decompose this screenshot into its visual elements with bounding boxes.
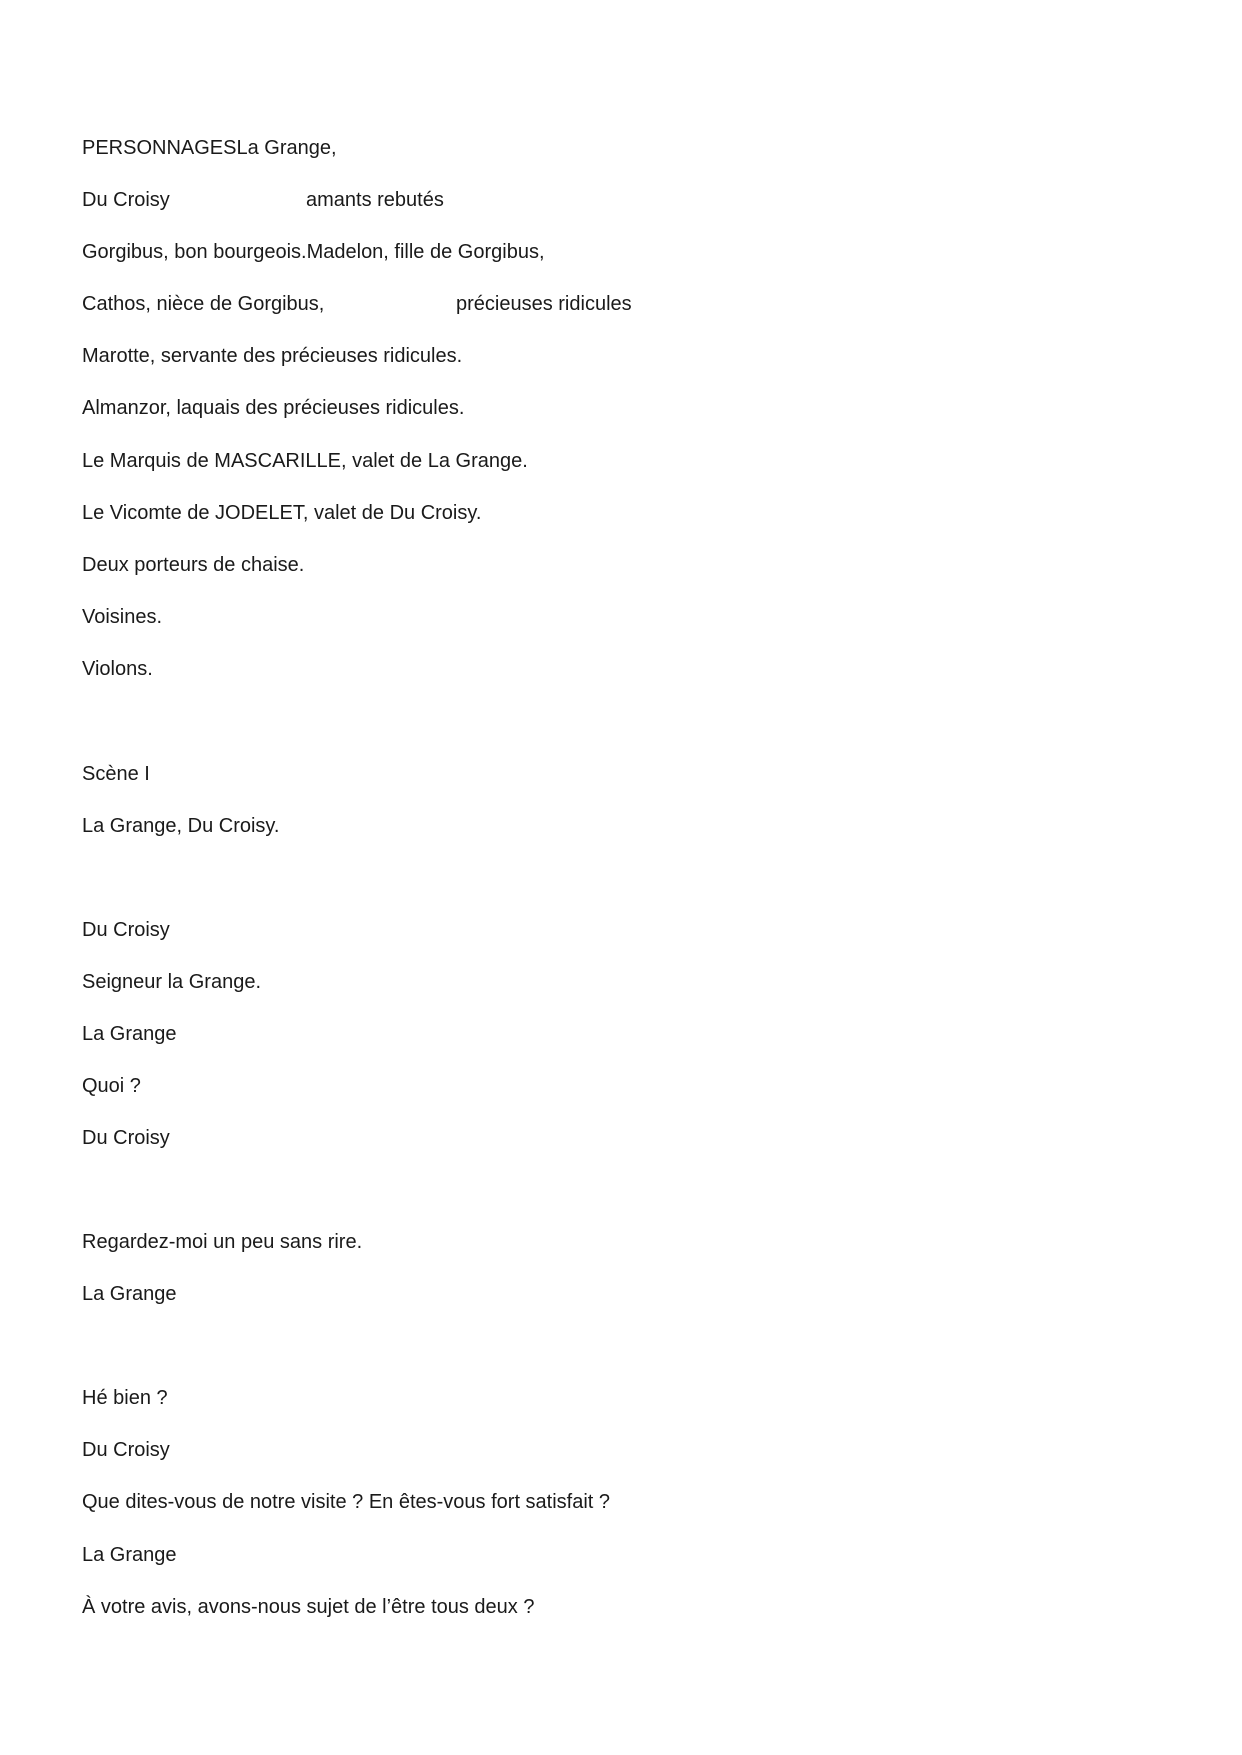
speaker-name: La Grange — [82, 1283, 177, 1305]
speaker-name: La Grange — [82, 1023, 177, 1045]
cast-name: Du Croisy — [82, 189, 170, 211]
speech-line: Hé bien ? — [82, 1387, 168, 1409]
speech-line: Regardez-moi un peu sans rire. — [82, 1231, 363, 1253]
cast-heading-line: PERSONNAGESLa Grange, — [82, 137, 337, 159]
scene-title: Scène I — [82, 763, 150, 785]
cast-line-almanzor: Almanzor, laquais des précieuses ridicules. — [82, 397, 465, 419]
speaker-name: La Grange — [82, 1544, 177, 1566]
speaker-name: Du Croisy — [82, 1127, 170, 1149]
cast-role-group: précieuses ridicules — [456, 293, 632, 315]
cast-line-porteurs: Deux porteurs de chaise. — [82, 554, 305, 576]
speech-line: Seigneur la Grange. — [82, 971, 262, 993]
speech-line: Quoi ? — [82, 1075, 141, 1097]
cast-line-jodelet: Le Vicomte de JODELET, valet de Du Croisy. — [82, 502, 482, 524]
scene-characters: La Grange, Du Croisy. — [82, 815, 280, 837]
speaker-name: Du Croisy — [82, 1439, 170, 1461]
cast-line-mascarille: Le Marquis de MASCARILLE, valet de La Grange. — [82, 450, 528, 472]
cast-name: Cathos, nièce de Gorgibus, — [82, 293, 325, 315]
cast-line-violons: Violons. — [82, 658, 153, 680]
cast-line-gorgibus: Gorgibus, bon bourgeois.Madelon, fille de Gorgibus, — [82, 241, 545, 263]
cast-line-voisines: Voisines. — [82, 606, 163, 628]
cast-line-cathos — [82, 292, 632, 316]
speaker-name: Du Croisy — [82, 919, 170, 941]
cast-line-marotte: Marotte, servante des précieuses ridicules. — [82, 345, 463, 367]
speech-line: Que dites-vous de notre visite ? En êtes-vous fort satisfait ? — [82, 1491, 611, 1513]
cast-role-group: amants rebutés — [306, 189, 444, 211]
cast-line-du-croisy — [82, 188, 444, 212]
speech-line: À votre avis, avons-nous sujet de l’être tous deux ? — [82, 1596, 535, 1618]
